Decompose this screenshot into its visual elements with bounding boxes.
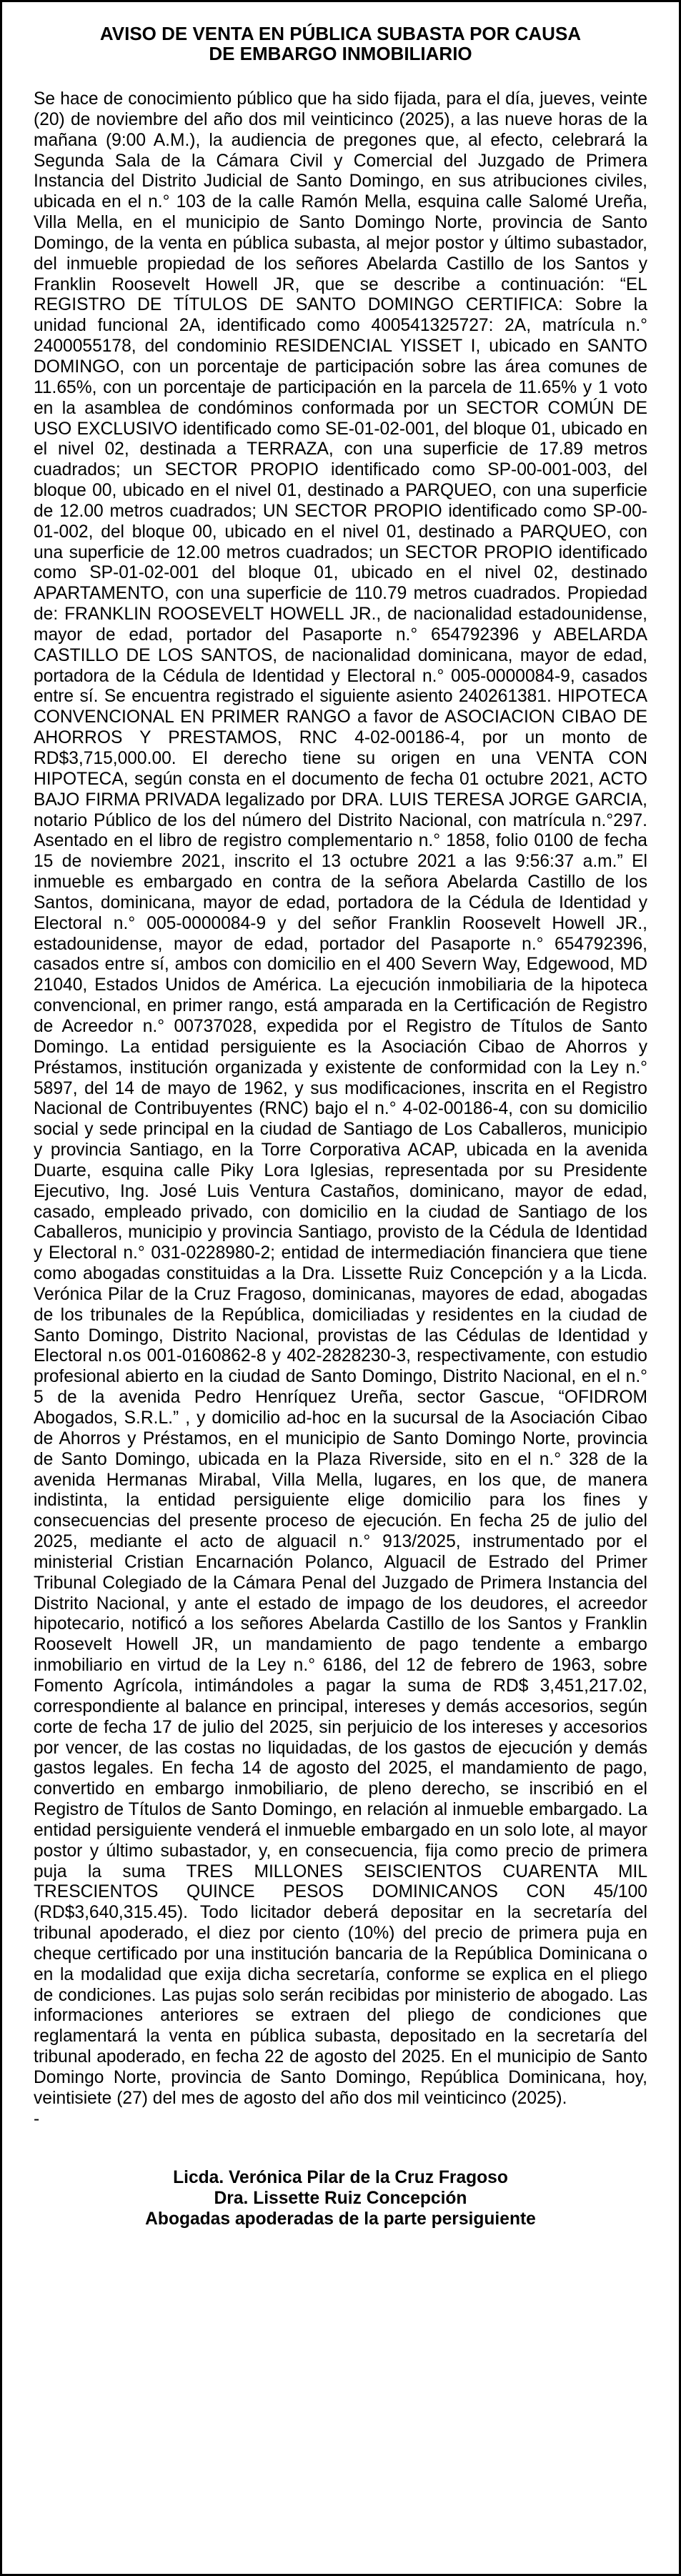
signature-lawyer-1: Licda. Verónica Pilar de la Cruz Fragoso [173, 2167, 508, 2187]
signature-lawyer-2: Dra. Lissette Ruiz Concepción [214, 2188, 467, 2208]
notice-title [34, 24, 647, 64]
trailing-dash: - [34, 2109, 40, 2129]
signature-role: Abogadas apoderadas de la parte persiguiente [145, 2209, 536, 2229]
notice-title-line-2: DE EMBARGO INMOBILIARIO [209, 43, 472, 64]
signature-block [34, 2167, 647, 2229]
notice-body: Se hace de conocimiento público que ha sido fijada, para el día, jueves, veinte (20) de noviembre del año dos mil veinticinco (2025), a las nueve horas de la mañana (9:00 A.M.), la audiencia de pregones que, al efecto, celebrará la Segunda Sala de la Cámara Civil y Comercial del Juzgado de Primera Instancia del Distrito Judicial de Santo Domingo, en sus atribuciones civiles, ubicada en el n.° 103 de la calle Ramón Mella, esquina calle Salomé Ureña, Villa Mella, en el municipio de Santo Domingo Norte, provincia de Santo Domingo, de la venta en pública subasta, al mejor postor y último subastador, del inmueble propiedad de los señores Abelarda Castillo de los Santos y Franklin Roosevelt Howell JR, que se describe a continuación: “EL REGISTRO DE TÍTULOS DE SANTO DOMINGO CERTIFICA: Sobre la unidad funcional 2A, identificado como 400541325727: 2A, matrícula n.° 2400055178, del condominio RESIDENCIAL YISSET I, ubicado en SANTO DOMINGO, con un porcentaje de participación sobre las área comunes de 11.65%, con un porcentaje de participación en la parcela de 11.65% y 1 voto en la asamblea de condóminos conformada por un SECTOR COMÚN DE USO EXCLUSIVO identificado como SE-01-02-001, del bloque 01, ubicado en el nivel 02, destinada a TERRAZA, con una superficie de 17.89 metros cuadrados; un SECTOR PROPIO identificado como SP-00-001-003, del bloque 00, ubicado en el nivel 01, destinado a PARQUEO, con una superficie de 12.00 metros cuadrados; UN SECTOR PROPIO identificado como SP-00-01-002, del bloque 00, ubicado en el nivel 01, destinado a PARQUEO, con una superficie de 12.00 metros cuadrados; un SECTOR PROPIO identificado como SP-01-02-001 del bloque 01, ubicado en el nivel 02, destinado APARTAMENTO, con una superficie de 110.79 metros cuadrados. Propiedad de: FRANKLIN ROOSEVELT HOWELL JR., de nacionalidad estadounidense, mayor de edad, portador del Pasaporte n.° 654792396 y ABELARDA CASTILLO DE LOS SANTOS, de nacionalidad dominicana, mayor de edad, portadora de la Cédula de Identidad y Electoral n.° 005-0000084-9, casados entre sí. Se encuentra registrado el siguiente asiento 240261381. HIPOTECA CONVENCIONAL EN PRIMER RANGO a favor de ASOCIACION CIBAO DE AHORROS Y PRESTAMOS, RNC 4-02-00186-4, por un monto de RD$3,715,000.00. El derecho tiene su origen en una VENTA CON HIPOTECA, según consta en el documento de fecha 01 octubre 2021, ACTO BAJO FIRMA PRIVADA legalizado por DRA. LUIS TERESA JORGE GARCIA, notario Público de los del número del Distrito Nacional, con matrícula n.°297. Asentado en el libro de registro complementario n.° 1858, folio 0100 de fecha 15 de noviembre 2021, inscrito el 13 octubre 2021 a las 9:56:37 a.m.” El inmueble es embargado en contra de la señora Abelarda Castillo de los Santos, dominicana, mayor de edad, portadora de la Cédula de Identidad y Electoral n.° 005-0000084-9 y del señor Franklin Roosevelt Howell JR., estadounidense, mayor de edad, portador del Pasaporte n.° 654792396, casados entre sí, ambos con domicilio en el 400 Severn Way, Edgewood, MD 21040, Estados Unidos de América. La ejecución inmobiliaria de la hipoteca convencional, en primer rango, está amparada en la Certificación de Registro de Acreedor n.° 00737028, expedida por el Registro de Títulos de Santo Domingo. La entidad persiguiente es la Asociación Cibao de Ahorros y Préstamos, institución organizada y existente de conformidad con la Ley n.° 5897, del 14 de mayo de 1962, y sus modificaciones, inscrita en el Registro Nacional de Contribuyentes (RNC) bajo el n.° 4-02-00186-4, con su domicilio social y sede principal en la ciudad de Santiago de Los Caballeros, municipio y provincia Santiago, en la Torre Corporativa ACAP, ubicada en la avenida Duarte, esquina calle Piky Lora Iglesias, representada por su Presidente Ejecutivo, Ing. José Luis Ventura Castaños, dominicano, mayor de edad, casado, empleado privado, con domicilio en la ciudad de Santiago de los Caballeros, municipio y provincia Santiago, provisto de la Cédula de Identidad y Electoral n.° 031-0228980-2; entidad de intermediación financiera que tiene como abogadas constituidas a la Dra. Lissette Ruiz Concepción y a la Licda. Verónica Pilar de la Cruz Fragoso, dominicanas, mayores de edad, abogadas de los tribunales de la República, domiciliadas y residentes en la ciudad de Santo Domingo, Distrito Nacional, provistas de las Cédulas de Identidad y Electoral n.os 001-0160862-8 y 402-2828230-3, respectivamente, con estudio profesional abierto en la ciudad de Santo Domingo, Distrito Nacional, en el n.° 5 de la avenida Pedro Henríquez Ureña, sector Gascue, “OFIDROM Abogados, S.R.L.” , y domicilio ad-hoc en la sucursal de la Asociación Cibao de Ahorros y Préstamos, en el municipio de Santo Domingo Norte, provincia de Santo Domingo, ubicada en la Plaza Riverside, sito en el n.° 328 de la avenida Hermanas Mirabal, Villa Mella, lugares, en los que, de manera indistinta, la entidad persiguiente elige domicilio para los fines y consecuencias del presente proceso de ejecución. En fecha 25 de julio del 2025, mediante el acto de alguacil n.° 913/2025, instrumentado por el ministerial Cristian Encarnación Polanco, Alguacil de Estrado del Primer Tribunal Colegiado de la Cámara Penal del Juzgado de Primera Instancia del Distrito Nacional, y ante el estado de impago de los deudores, el acreedor hipotecario, notificó a los señores Abelarda Castillo de los Santos y Franklin Roosevelt Howell JR, un mandamiento de pago tendente a embargo inmobiliario en virtud de la Ley n.° 6186, del 12 de febrero de 1963, sobre Fomento Agrícola, intimándoles a pagar la suma de RD$ 3,451,217.02, correspondiente al balance en principal, intereses y demás accesorios, según corte de fecha 17 de julio del 2025, sin perjuicio de los intereses y accesorios por vencer, de las costas no liquidadas, de los gastos de ejecución y demás gastos legales. En fecha 14 de agosto del 2025, el mandamiento de pago, convertido en embargo inmobiliario, de pleno derecho, se inscribió en el Registro de Títulos de Santo Domingo, en relación al inmueble embargado. La entidad persiguiente venderá el inmueble embargado en un solo lote, al mayor postor y último subastador, y, en consecuencia, fija como precio de primera puja la suma TRES MILLONES SEISCIENTOS CUARENTA MIL TRESCIENTOS QUINCE PESOS DOMINICANOS CON 45/100 (RD$3,640,315.45). Todo licitador deberá depositar en la secretaría del tribunal apoderado, el diez por ciento (10%) del precio de primera puja en cheque certificado por una institución bancaria de la República Dominicana o en la modalidad que exija dicha secretaría, conforme se explica en el pliego de condiciones. Las pujas solo serán recibidas por ministerio de abogado. Las informaciones anteriores se extraen del pliego de condiciones que reglamentará la venta en pública subasta, depositado en la secretaría del tribunal apoderado, en fecha 22 de agosto del 2025. En el municipio de Santo Domingo Norte, provincia de Santo Domingo, República Dominicana, hoy, veintisiete (27) del mes de agosto del año dos mil veinticinco (2025). [34, 89, 647, 2108]
notice-title-line-1: AVISO DE VENTA EN PÚBLICA SUBASTA POR CAUSA [99, 23, 582, 44]
